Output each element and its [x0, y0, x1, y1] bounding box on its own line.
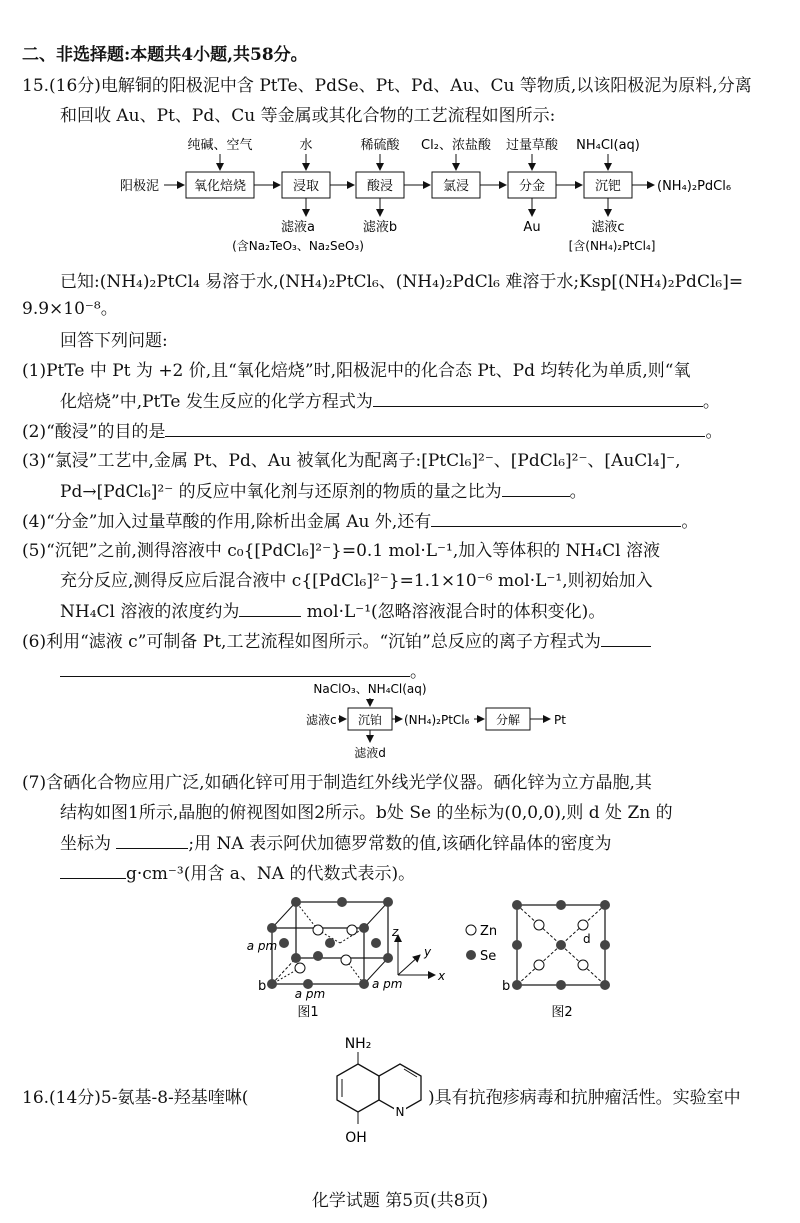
- flow2-output: 滤液d: [354, 746, 386, 760]
- q15-4: (4)“分金”加入过量草酸的作用,除析出金属 Au 外,还有 。: [22, 512, 699, 532]
- fig1-edge-bottom: a pm: [294, 987, 326, 1001]
- q15-7-line4: g·cm⁻³(用含 a、NA 的代数式表示)。: [60, 862, 415, 885]
- oh-label: OH: [345, 1130, 367, 1146]
- axis-y: y: [424, 945, 432, 959]
- q15-intro-line1: 15.(16分)电解铜的阳极泥中含 PtTe、PdSe、Pt、Pd、Au、Cu 等物质,以该阳极泥为原料,分离: [22, 76, 752, 96]
- step-gold: 分金: [518, 179, 546, 194]
- reagent-leach: 水: [299, 138, 313, 153]
- section-title: 二、非选择题:本题共4小题,共58分。: [22, 45, 308, 65]
- q15-7-line3: 坐标为 ;用 NA 表示阿伏加德罗常数的值,该硒化锌晶体的密度为: [60, 834, 612, 854]
- step-leach: 浸取: [292, 179, 320, 194]
- q15-2: (2)“酸浸”的目的是 。: [22, 422, 723, 442]
- fig1-edge-right: a pm: [372, 977, 403, 991]
- output-c-note: [含(NH₄)₂PtCl₄]: [568, 239, 656, 253]
- flow-start: 阳极泥: [120, 179, 160, 194]
- reagent-gold: 过量草酸: [505, 138, 559, 153]
- q15-5-line3: NH₄Cl 溶液的浓度约为 mol·L⁻¹(忽略溶液混合时的体积变化)。: [60, 602, 606, 622]
- fig2-point: d: [583, 932, 591, 946]
- reagent-roast: 纯碱、空气: [187, 138, 253, 153]
- q15-3-line1: (3)“氯浸”工艺中,金属 Pt、Pd、Au 被氧化为配离子:[PtCl₆]²⁻、[PdCl₆]²⁻、[AuCl₄]⁻,: [22, 451, 681, 471]
- reagent-acid: 稀硫酸: [360, 138, 400, 153]
- q16-text-pre: 16.(14分)5-氨基-8-羟基喹啉(: [22, 1088, 249, 1108]
- output-b: 滤液b: [362, 220, 398, 235]
- axis-x: x: [438, 969, 446, 983]
- q15-7-line2: 结构如图1所示,晶胞的俯视图如图2所示。b处 Se 的坐标为(0,0,0),则 d 处 Zn 的: [60, 803, 673, 823]
- known-line1: 已知:(NH₄)₂PtCl₄ 易溶于水,(NH₄)₂PtCl₆、(NH₄)₂PdCl₆ 难溶于水;Ksp[(NH₄)₂PdCl₆]=: [60, 272, 744, 292]
- known-line2: 9.9×10⁻⁸。: [22, 299, 118, 319]
- legend-se: Se: [480, 949, 497, 964]
- q15-1-line1: (1)PtTe 中 Pt 为 +2 价,且“氧化焙烧”时,阳极泥中的化合态 Pt、Pd 均转化为单质,则“氧: [22, 361, 691, 381]
- q15-5-line1: (5)“沉钯”之前,测得溶液中 c₀{[PdCl₆]²⁻}=0.1 mol·L⁻¹,加入等体积的 NH₄Cl 溶液: [22, 541, 660, 561]
- output-a-note: (含Na₂TeO₃、Na₂SeO₃): [232, 239, 364, 253]
- step-chlor: 氯浸: [442, 179, 470, 194]
- flow2-mid: (NH₄)₂PtCl₆: [404, 713, 470, 727]
- q15-5-line2: 充分反应,测得反应后混合液中 c{[PdCl₆]²⁻}=1.1×10⁻⁶ mol·L⁻¹,则初始加入: [60, 571, 653, 591]
- flow2-step1: 沉铂: [357, 713, 383, 727]
- step-acid: 酸浸: [366, 179, 394, 194]
- axis-z: z: [392, 925, 399, 939]
- nh2-label: NH₂: [344, 1036, 372, 1052]
- flow2-product: Pt: [554, 713, 566, 727]
- q15-1-line2: 化焙烧”中,PtTe 发生反应的化学方程式为 。: [60, 392, 720, 412]
- n-label: N: [395, 1105, 405, 1119]
- flow2-step2: 分解: [495, 713, 521, 727]
- step-roast: 氧化焙烧: [193, 179, 247, 194]
- output-au: Au: [523, 220, 541, 235]
- fig2-corner: b: [502, 979, 511, 994]
- flow-product: (NH₄)₂PdCl₆: [657, 179, 732, 194]
- reagent-pd: NH₄Cl(aq): [576, 138, 640, 153]
- answer-prompt: 回答下列问题:: [60, 331, 168, 351]
- output-c: 滤液c: [591, 220, 625, 235]
- q16-text-post: )具有抗孢疹病毒和抗肿瘤活性。实验室中: [428, 1088, 741, 1108]
- q15-intro-line2: 和回收 Au、Pt、Pd、Cu 等金属或其化合物的工艺流程如图所示:: [60, 106, 556, 126]
- reagent-chlor: Cl₂、浓盐酸: [421, 138, 491, 153]
- q15-7-line1: (7)含硒化合物应用广泛,如硒化锌可用于制造红外线光学仪器。硒化锌为立方晶胞,其: [22, 773, 652, 793]
- flow2-reagent: NaClO₃、NH₄Cl(aq): [313, 682, 427, 696]
- q15-3-line2: Pd→[PdCl₆]²⁻ 的反应中氧化剂与还原剂的物质的量之比为 。: [60, 482, 587, 502]
- output-a: 滤液a: [281, 220, 315, 235]
- q15-6-line2: 。: [60, 660, 427, 683]
- fig2-label: 图2: [551, 1005, 573, 1020]
- page-footer: 化学试题 第5页(共8页): [311, 1191, 489, 1211]
- fig1-edge-left: a pm: [246, 939, 278, 953]
- fig1-label: 图1: [297, 1005, 319, 1020]
- legend-zn: Zn: [480, 924, 498, 939]
- step-pd: 沉钯: [594, 179, 622, 194]
- fig1-corner: b: [258, 979, 267, 994]
- q15-6-line1: (6)利用“滤液 c”可制备 Pt,工艺流程如图所示。“沉铂”总反应的离子方程式为: [22, 630, 651, 653]
- flow2-start: 滤液c: [306, 713, 337, 727]
